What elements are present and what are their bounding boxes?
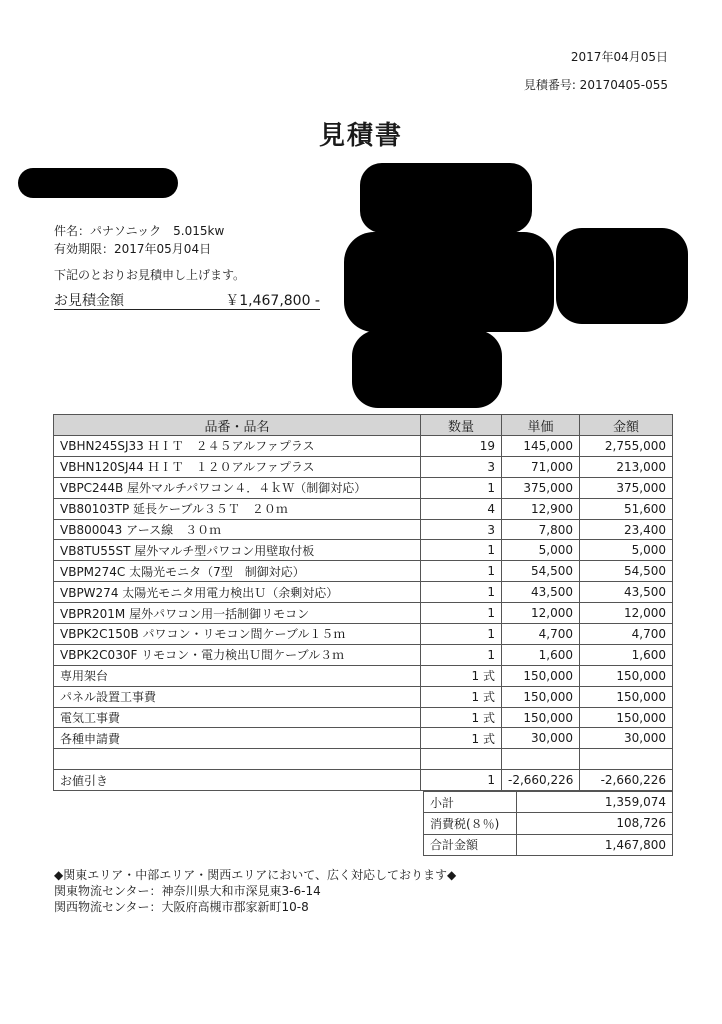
valid-until-line: 有効期限：2017年05月04日	[54, 242, 212, 256]
quantity-cell: 1	[421, 770, 502, 791]
issue-date: 2017年04月05日	[570, 50, 668, 64]
item-name-cell: VBPR201M 屋外パワコン用一括制御リモコン	[54, 603, 421, 624]
quantity-cell: 1 式	[421, 707, 502, 728]
table-row	[54, 624, 673, 645]
service-area-note: ◆関東エリア・中部エリア・関西エリアにおいて、広く対応しております◆	[54, 868, 457, 882]
tax-label: 消費税(８％)	[424, 813, 517, 834]
quantity-cell: 3	[421, 456, 502, 477]
tax-value: 108,726	[517, 813, 673, 834]
amount-cell: 5,000	[580, 540, 673, 561]
redacted-company-block-3	[556, 228, 688, 324]
item-name-cell: 専用架台	[54, 665, 421, 686]
grand-total-label: 合計金額	[424, 834, 517, 855]
quantity-cell	[421, 749, 502, 770]
item-name-cell	[54, 749, 421, 770]
quantity-cell: 4	[421, 498, 502, 519]
table-row	[54, 644, 673, 665]
item-name-cell: VBPK2C150B パワコン・リモコン間ケーブル１５ｍ	[54, 624, 421, 645]
amount-cell: 54,500	[580, 561, 673, 582]
table-row	[54, 477, 673, 498]
quantity-cell: 3	[421, 519, 502, 540]
table-row	[54, 603, 673, 624]
unit-price-cell: 54,500	[502, 561, 580, 582]
estimate-total-label: お見積金額	[54, 293, 124, 309]
table-header-row	[54, 415, 673, 436]
items-table	[53, 414, 673, 791]
amount-cell: 150,000	[580, 686, 673, 707]
amount-cell: 43,500	[580, 582, 673, 603]
table-row	[54, 728, 673, 749]
quantity-cell: 1	[421, 624, 502, 645]
table-row	[54, 498, 673, 519]
item-name-cell: 各種申請費	[54, 728, 421, 749]
quantity-cell: 1 式	[421, 728, 502, 749]
subtotal-row	[424, 792, 673, 813]
header-amount: 金額	[580, 415, 673, 436]
table-row	[54, 770, 673, 791]
unit-price-cell: 4,700	[502, 624, 580, 645]
item-name-cell: VBPC244B 屋外マルチパワコン４．４ｋＷ（制御対応）	[54, 477, 421, 498]
table-row	[54, 456, 673, 477]
quantity-cell: 1 式	[421, 665, 502, 686]
grand-total-value: 1,467,800	[517, 834, 673, 855]
quantity-cell: 1	[421, 644, 502, 665]
amount-cell: 150,000	[580, 665, 673, 686]
quantity-cell: 19	[421, 436, 502, 457]
table-row	[54, 436, 673, 457]
amount-cell: 2,755,000	[580, 436, 673, 457]
amount-cell: 12,000	[580, 603, 673, 624]
amount-cell: 4,700	[580, 624, 673, 645]
unit-price-cell: 12,900	[502, 498, 580, 519]
kansai-center-address: 関西物流センター：大阪府高槻市郡家新町10-8	[54, 900, 309, 914]
unit-price-cell: 1,600	[502, 644, 580, 665]
unit-price-cell: 43,500	[502, 582, 580, 603]
summary-table	[423, 791, 673, 856]
unit-price-cell: 150,000	[502, 707, 580, 728]
amount-cell: 30,000	[580, 728, 673, 749]
subtotal-value: 1,359,074	[517, 792, 673, 813]
document-title: 見積書	[318, 121, 403, 151]
unit-price-cell: 71,000	[502, 456, 580, 477]
redacted-company-block-1	[360, 163, 532, 233]
redacted-company-block-4	[352, 330, 502, 408]
unit-price-cell: 375,000	[502, 477, 580, 498]
unit-price-cell: 150,000	[502, 686, 580, 707]
unit-price-cell: -2,660,226	[502, 770, 580, 791]
unit-price-cell: 145,000	[502, 436, 580, 457]
kanto-center-address: 関東物流センター：神奈川県大和市深見東3-6-14	[54, 884, 321, 898]
estimate-total-value: ￥1,467,800 -	[225, 293, 320, 309]
table-row	[54, 561, 673, 582]
item-name-cell: VB800043 アース線 ３０ｍ	[54, 519, 421, 540]
table-row	[54, 665, 673, 686]
unit-price-cell: 30,000	[502, 728, 580, 749]
item-name-cell: VB80103TP 延長ケーブル３５Ｔ ２０ｍ	[54, 498, 421, 519]
amount-cell: 213,000	[580, 456, 673, 477]
unit-price-cell	[502, 749, 580, 770]
estimate-total	[54, 289, 320, 310]
item-name-cell: 電気工事費	[54, 707, 421, 728]
item-name-cell: VBHN120SJ44 ＨＩＴ １２０アルファプラス	[54, 456, 421, 477]
unit-price-cell: 5,000	[502, 540, 580, 561]
table-row	[54, 749, 673, 770]
header-item-name: 品番・品名	[54, 415, 421, 436]
item-name-cell: VBPK2C030F リモコン・電力検出Ｕ間ケーブル３ｍ	[54, 644, 421, 665]
item-name-cell: VBPW274 太陽光モニタ用電力検出Ｕ（余剰対応）	[54, 582, 421, 603]
quantity-cell: 1	[421, 477, 502, 498]
amount-cell: -2,660,226	[580, 770, 673, 791]
item-name-cell: お値引き	[54, 770, 421, 791]
amount-cell	[580, 749, 673, 770]
subtotal-label: 小計	[424, 792, 517, 813]
amount-cell: 1,600	[580, 644, 673, 665]
header-quantity: 数量	[421, 415, 502, 436]
quantity-cell: 1	[421, 603, 502, 624]
quantity-cell: 1 式	[421, 686, 502, 707]
quantity-cell: 1	[421, 582, 502, 603]
estimate-number: 見積番号: 20170405-055	[523, 78, 668, 92]
amount-cell: 23,400	[580, 519, 673, 540]
quantity-cell: 1	[421, 540, 502, 561]
header-unit-price: 単価	[502, 415, 580, 436]
table-row	[54, 519, 673, 540]
item-name-cell: パネル設置工事費	[54, 686, 421, 707]
table-row	[54, 707, 673, 728]
subject-line: 件名：パナソニック 5.015kw	[54, 224, 225, 238]
amount-cell: 375,000	[580, 477, 673, 498]
table-row	[54, 686, 673, 707]
unit-price-cell: 150,000	[502, 665, 580, 686]
amount-cell: 51,600	[580, 498, 673, 519]
amount-cell: 150,000	[580, 707, 673, 728]
unit-price-cell: 7,800	[502, 519, 580, 540]
redacted-company-block-2	[344, 232, 554, 332]
table-row	[54, 540, 673, 561]
redacted-customer-name	[18, 168, 178, 198]
quantity-cell: 1	[421, 561, 502, 582]
grand-total-row	[424, 834, 673, 855]
item-name-cell: VB8TU55ST 屋外マルチ型パワコン用壁取付板	[54, 540, 421, 561]
intro-text: 下記のとおりお見積申し上げます。	[54, 268, 246, 282]
unit-price-cell: 12,000	[502, 603, 580, 624]
item-name-cell: VBHN245SJ33 ＨＩＴ ２４５アルファプラス	[54, 436, 421, 457]
table-row	[54, 582, 673, 603]
item-name-cell: VBPM274C 太陽光モニタ（7型 制御対応）	[54, 561, 421, 582]
tax-row	[424, 813, 673, 834]
